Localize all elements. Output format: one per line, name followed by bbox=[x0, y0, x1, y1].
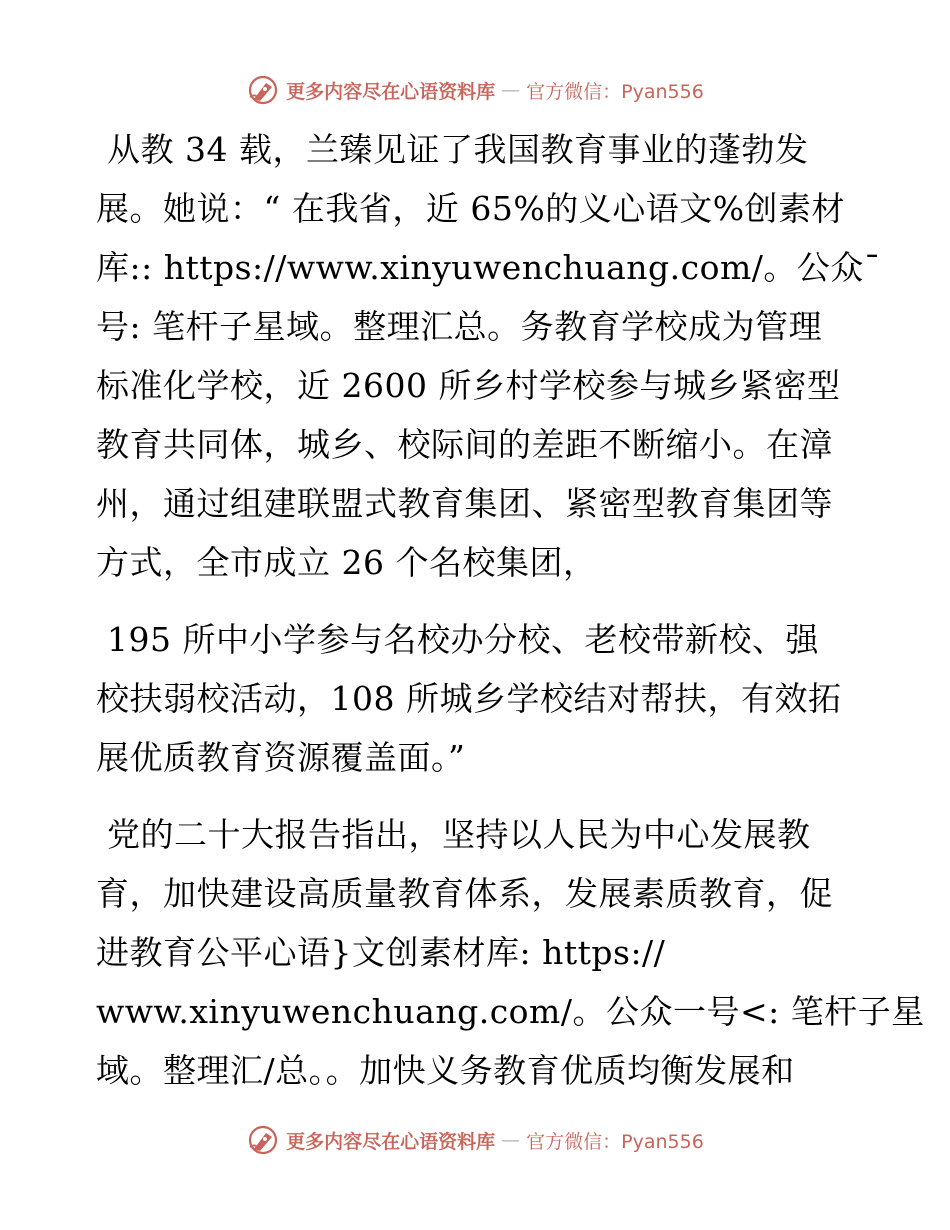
text-line: 教育共同体，城乡、校际间的差距不断缩小。在漳 bbox=[96, 425, 833, 464]
footer-separator: — bbox=[501, 1129, 521, 1151]
text-line: 195 所中小学参与名校办分校、老校带新校、强 bbox=[96, 620, 819, 659]
header-banner bbox=[0, 70, 950, 110]
text-line: 进教育公平心语}文创素材库: https:// bbox=[96, 933, 666, 972]
text-line: 库:: https://www.xinyuwenchuang.com/。公众¯ bbox=[96, 248, 881, 287]
text-line: 方式，全市成立 26 个名校集团， bbox=[96, 543, 597, 582]
footer-banner-content bbox=[246, 1123, 704, 1157]
text-line: 展。她说：“ 在我省，近 65%的义心语文%创素材 bbox=[96, 189, 846, 228]
text-line: 号: 笔杆子星域。整理汇总。务教育学校成为管理 bbox=[96, 307, 823, 346]
text-line: 域。整理汇/总。。加快义务教育优质均衡发展和 bbox=[96, 1051, 795, 1090]
header-separator: — bbox=[501, 79, 521, 101]
text-line: 标准化学校，近 2600 所乡村学校参与城乡紧密型 bbox=[96, 366, 841, 405]
text-line: 州，通过组建联盟式教育集团、紧密型教育集团等 bbox=[96, 484, 833, 523]
text-line: 育，加快建设高质量教育体系，发展素质教育，促 bbox=[96, 874, 833, 913]
header-brand-text: 更多内容尽在心语资料库 bbox=[286, 80, 496, 103]
paragraph-spacer bbox=[96, 787, 856, 805]
text-line: 从教 34 载，兰臻见证了我国教育事业的蓬勃发 bbox=[96, 130, 809, 169]
paragraph-2 bbox=[96, 610, 856, 787]
pen-nib-logo-icon bbox=[246, 73, 280, 107]
text-line: 党的二十大报告指出，坚持以人民为中心发展教 bbox=[96, 815, 811, 854]
footer-banner bbox=[0, 1120, 950, 1160]
header-banner-content bbox=[246, 73, 704, 107]
paragraph-3 bbox=[96, 805, 925, 1100]
pen-nib-logo-icon bbox=[246, 1123, 280, 1157]
document-body bbox=[96, 120, 925, 1100]
paragraph-1 bbox=[96, 120, 881, 592]
text-line: www.xinyuwenchuang.com/。公众一号<: 笔杆子星 bbox=[96, 992, 925, 1031]
text-line: 展优质教育资源覆盖面。” bbox=[96, 738, 466, 777]
footer-wechat-text: 官方微信：Pyan556 bbox=[526, 1130, 704, 1153]
header-wechat-text: 官方微信：Pyan556 bbox=[526, 80, 704, 103]
paragraph-spacer bbox=[96, 592, 856, 610]
footer-brand-text: 更多内容尽在心语资料库 bbox=[286, 1130, 496, 1153]
text-line: 校扶弱校活动，108 所城乡学校结对帮扶，有效拓 bbox=[96, 679, 842, 718]
